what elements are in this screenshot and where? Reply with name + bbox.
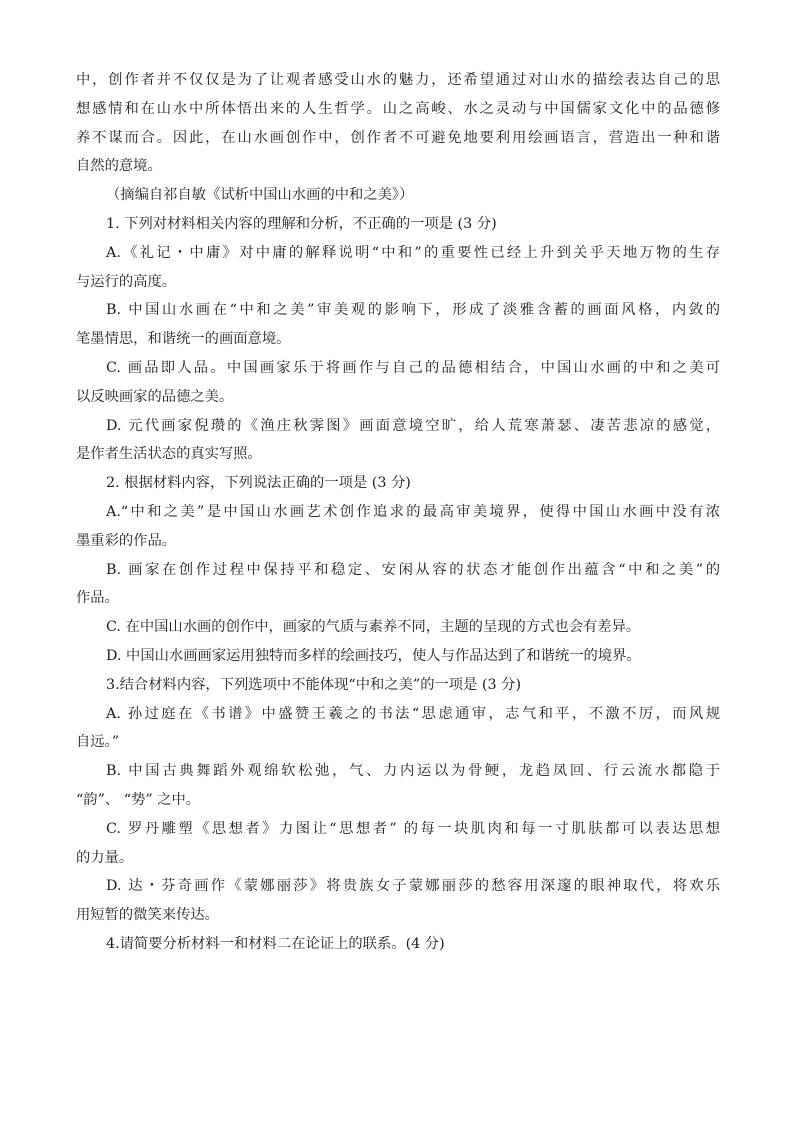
- option-b: [76, 757, 720, 815]
- option-line: D. 中国山水画画家运用独特而多样的绘画技巧，使人与作品达到了和谐统一的境界。: [106, 647, 641, 664]
- question-3: [76, 671, 720, 930]
- passage-line: 自然的意境。: [76, 158, 162, 175]
- option-line: 自远。”: [76, 734, 120, 751]
- option-line: 作品。: [76, 590, 119, 607]
- option-line: 的力量。: [76, 849, 134, 866]
- passage-continuation: [76, 66, 720, 181]
- question-1: [76, 210, 720, 469]
- question-stem: 1. 下列对材料相关内容的理解和分析，不正确的一项是 (3 分): [106, 215, 497, 232]
- option-line: D. 达・芬奇画作《蒙娜丽莎》将贵族女子蒙娜丽莎的愁容用深邃的眼神取代，将欢乐: [106, 878, 720, 895]
- question-stem: 2. 根据材料内容，下列说法正确的一项是 (3 分): [106, 475, 411, 492]
- option-line: C. 画品即人品。中国画家乐于将画作与自己的品德相结合，中国山水画的中和之美可: [106, 359, 720, 376]
- option-a: [76, 239, 720, 297]
- option-line: 与运行的高度。: [76, 273, 177, 290]
- option-line: B. 画家在创作过程中保持平和稳定、安闲从容的状态才能创作出蕴含“中和之美”的: [106, 561, 720, 578]
- source-citation: （摘编自祁自敏《试析中国山水画的中和之美》）: [106, 187, 414, 204]
- option-d: [76, 642, 720, 671]
- option-line: C. 罗丹雕塑《思想者》力图让“思想者” 的每一块肌肉和每一寸肌肤都可以表达思想: [106, 820, 720, 837]
- document-page: [76, 66, 720, 959]
- question-stem: 3.结合材料内容，下列选项中不能体现“中和之美”的一项是 (3 分): [106, 676, 522, 693]
- option-line: 用短暂的微笑来传达。: [76, 907, 219, 924]
- option-a: [76, 700, 720, 758]
- option-line: A.“中和之美”是中国山水画艺术创作追求的最高审美境界，使得中国山水画中没有浓: [106, 503, 720, 520]
- option-line: B. 中国山水画在“中和之美”审美观的影响下，形成了淡雅含蓄的画面风格，内敛的: [106, 302, 720, 319]
- question-stem: 4.请简要分析材料一和材料二在论证上的联系。(4 分): [106, 935, 445, 952]
- option-line: 笔墨情思，和谐统一的画面意境。: [76, 331, 291, 348]
- option-line: 墨重彩的作品。: [76, 532, 177, 549]
- option-line: A.《礼记・中庸》对中庸的解释说明“中和”的重要性已经上升到关乎天地万物的生存: [106, 244, 720, 261]
- option-line: 以反映画家的品德之美。: [76, 388, 234, 405]
- option-c: [76, 354, 720, 412]
- option-line: C. 在中国山水画的创作中，画家的气质与素养不同，主题的呈现的方式也会有差异。: [106, 619, 641, 636]
- option-d: [76, 412, 720, 470]
- question-2: [76, 469, 720, 671]
- option-line: “韵”、 “势” 之中。: [76, 791, 201, 808]
- option-a: [76, 498, 720, 556]
- option-c: [76, 815, 720, 873]
- option-d: [76, 872, 720, 930]
- question-4: [76, 930, 720, 959]
- passage-line: 中，创作者并不仅仅是为了让观者感受山水的魅力，还希望通过对山水的描绘表达自己的思: [76, 72, 720, 88]
- option-b: [76, 556, 720, 614]
- option-line: B. 中国古典舞蹈外观绵软松弛，气、力内运以为骨鲠，龙趋凤回、行云流水都隐于: [106, 763, 720, 780]
- passage-line: 养不谋而合。因此，在山水画创作中，创作者不可避免地要利用绘画语言，营造出一种和谐: [76, 129, 720, 146]
- option-b: [76, 296, 720, 354]
- option-line: D. 元代画家倪瓒的《渔庄秋霁图》画面意境空旷，给人荒寒萧瑟、凄苦悲凉的感觉，: [106, 417, 720, 434]
- option-c: [76, 613, 720, 642]
- passage-line: 想感情和在山水中所体悟出来的人生哲学。山之高峻、水之灵动与中国儒家文化中的品德修: [76, 100, 720, 117]
- option-line: 是作者生活状态的真实写照。: [76, 446, 262, 463]
- option-line: A. 孙过庭在《书谱》中盛赞王羲之的书法“思虑通审，志气和平，不激不厉，而风规: [106, 705, 720, 722]
